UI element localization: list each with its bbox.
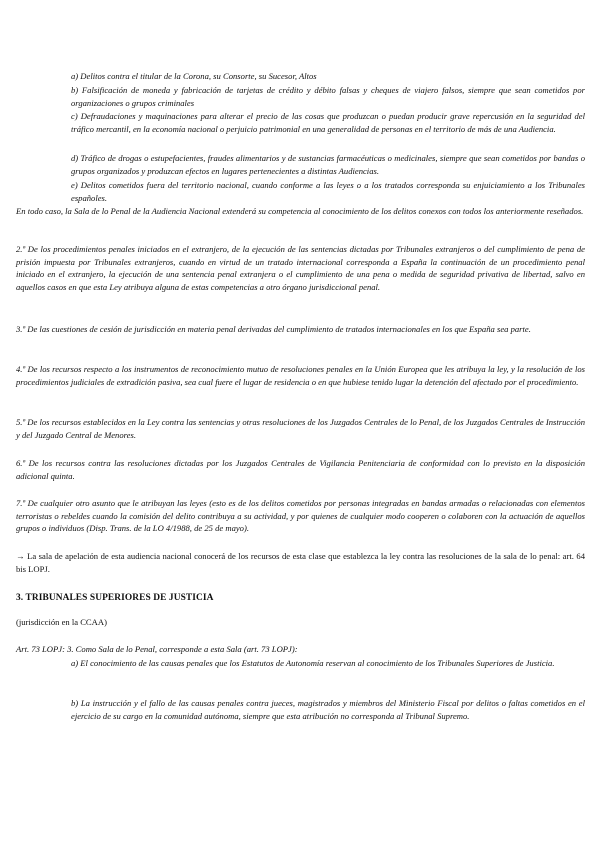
arrow-icon: → — [16, 551, 25, 561]
numbered-paragraph-2: 2.º De los procedimientos penales iniciados en el extranjero, de la ejecución de las sentencias dictadas por Tribunales extranjeros o del cumplimiento de pena de prisión impuesta por Tribunales extranjeros, cuando en virtud de un tratado internacional corresponda a España la continuación de un procedimiento penal iniciado en el extranjero, la ejecución de una sentencia penal extranjera o el cumplimiento de una pena o medida de seguridad privativa de libertad, salvo en aquellos casos en que esta Ley atribuya alguna de estas competencias a otro órgano jurisdiccional penal. — [16, 244, 585, 292]
arrow-note-text: La sala de apelación de esta audiencia nacional conocerá de los recursos de esta clase que establezca la ley contra las resoluciones de la sala de lo penal: art. 64 bis LOPJ. — [16, 551, 585, 574]
numbered-paragraph-3: 3.º De las cuestiones de cesión de jurisdicción en materia penal derivadas del cumplimiento de tratados internacionales en los que España sea parte. — [16, 324, 531, 334]
paragraph-en-todo-caso: En todo caso, la Sala de lo Penal de la Audiencia Nacional extenderá su competencia al conocimiento de los delitos conexos con todos los anteriormente reseñados. — [16, 206, 584, 216]
list-item-c: c) Defraudaciones y maquinaciones para alterar el precio de las cosas que produzcan o puedan producir grave repercusión en la seguridad del tráfico mercantil, en la economía nacional o perjuicio patrimonial en una generalidad de personas en el territorio de más de una Audiencia. — [71, 111, 585, 134]
list-item-e: e) Delitos cometidos fuera del territorio nacional, cuando conforme a las leyes o a los tratados corresponda su enjuiciamiento a los Tribunales españoles. — [71, 180, 585, 203]
list-item-a: a) Delitos contra el titular de la Corona, su Consorte, su Sucesor, Altos — [71, 71, 317, 81]
art73-item-a: a) El conocimiento de las causas penales que los Estatutos de Autonomía reservan al conocimiento de los Tribunales Superiores de Justicia. — [71, 658, 555, 668]
arrow-note — [16, 550, 585, 575]
numbered-paragraph-7: 7.º De cualquier otro asunto que le atribuyan las leyes (esto es de los delitos cometidos por personas integradas en bandas armadas o relacionadas con elementos terroristas o rebeldes cuando la comisión del delito contribuya a su actividad, y por quienes de cualquier modo cooperen o colaboren con la actuación de aquellos grupos o individuos (Disp. Trans. de la LO 4/1988, de 25 de mayo). — [16, 498, 585, 534]
numbered-paragraph-6: 6.º De los recursos contra las resoluciones dictadas por los Juzgados Centrales de Vigilancia Penitenciaria de conformidad con lo previsto en la disposición adicional quinta. — [16, 458, 585, 481]
jurisdiction-note: (jurisdicción en la CCAA) — [16, 617, 107, 627]
numbered-paragraph-4: 4.º De los recursos respecto a los instrumentos de reconocimiento mutuo de resoluciones penales en la Unión Europea que les atribuya la ley, y la resolución de los procedimientos judiciales de extradición pasiva, sea cual fuere el lugar de residencia o en que hubiese tenido lugar la detención del afectado por el procedimiento. — [16, 364, 585, 387]
art73-item-b: b) La instrucción y el fallo de las causas penales contra jueces, magistrados y miembros del Ministerio Fiscal por delitos o faltas cometidos en el ejercicio de su cargo en la comunidad autónoma, siempre que esta atribución no corresponda al Tribunal Supremo. — [71, 698, 585, 721]
art73-intro: Art. 73 LOPJ: 3. Como Sala de lo Penal, corresponde a esta Sala (art. 73 LOPJ): — [16, 644, 298, 654]
numbered-paragraph-5: 5.º De los recursos establecidos en la Ley contra las sentencias y otras resoluciones de los Juzgados Centrales de lo Penal, de los Juzgados Centrales de Instrucción y del Juzgado Central de Menores. — [16, 417, 585, 440]
list-item-d: d) Tráfico de drogas o estupefacientes, fraudes alimentarios y de sustancias farmacéuticas o medicinales, siempre que sean cometidos por bandas o grupos organizados y produzcan efectos en lugares pertenecientes a distintas Audiencias. — [71, 153, 585, 176]
section-heading: 3. TRIBUNALES SUPERIORES DE JUSTICIA — [16, 593, 214, 603]
list-item-b: b) Falsificación de moneda y fabricación de tarjetas de crédito y débito falsas y cheques de viajero falsos, siempre que sean cometidos por organizaciones o grupos criminales — [71, 85, 585, 108]
